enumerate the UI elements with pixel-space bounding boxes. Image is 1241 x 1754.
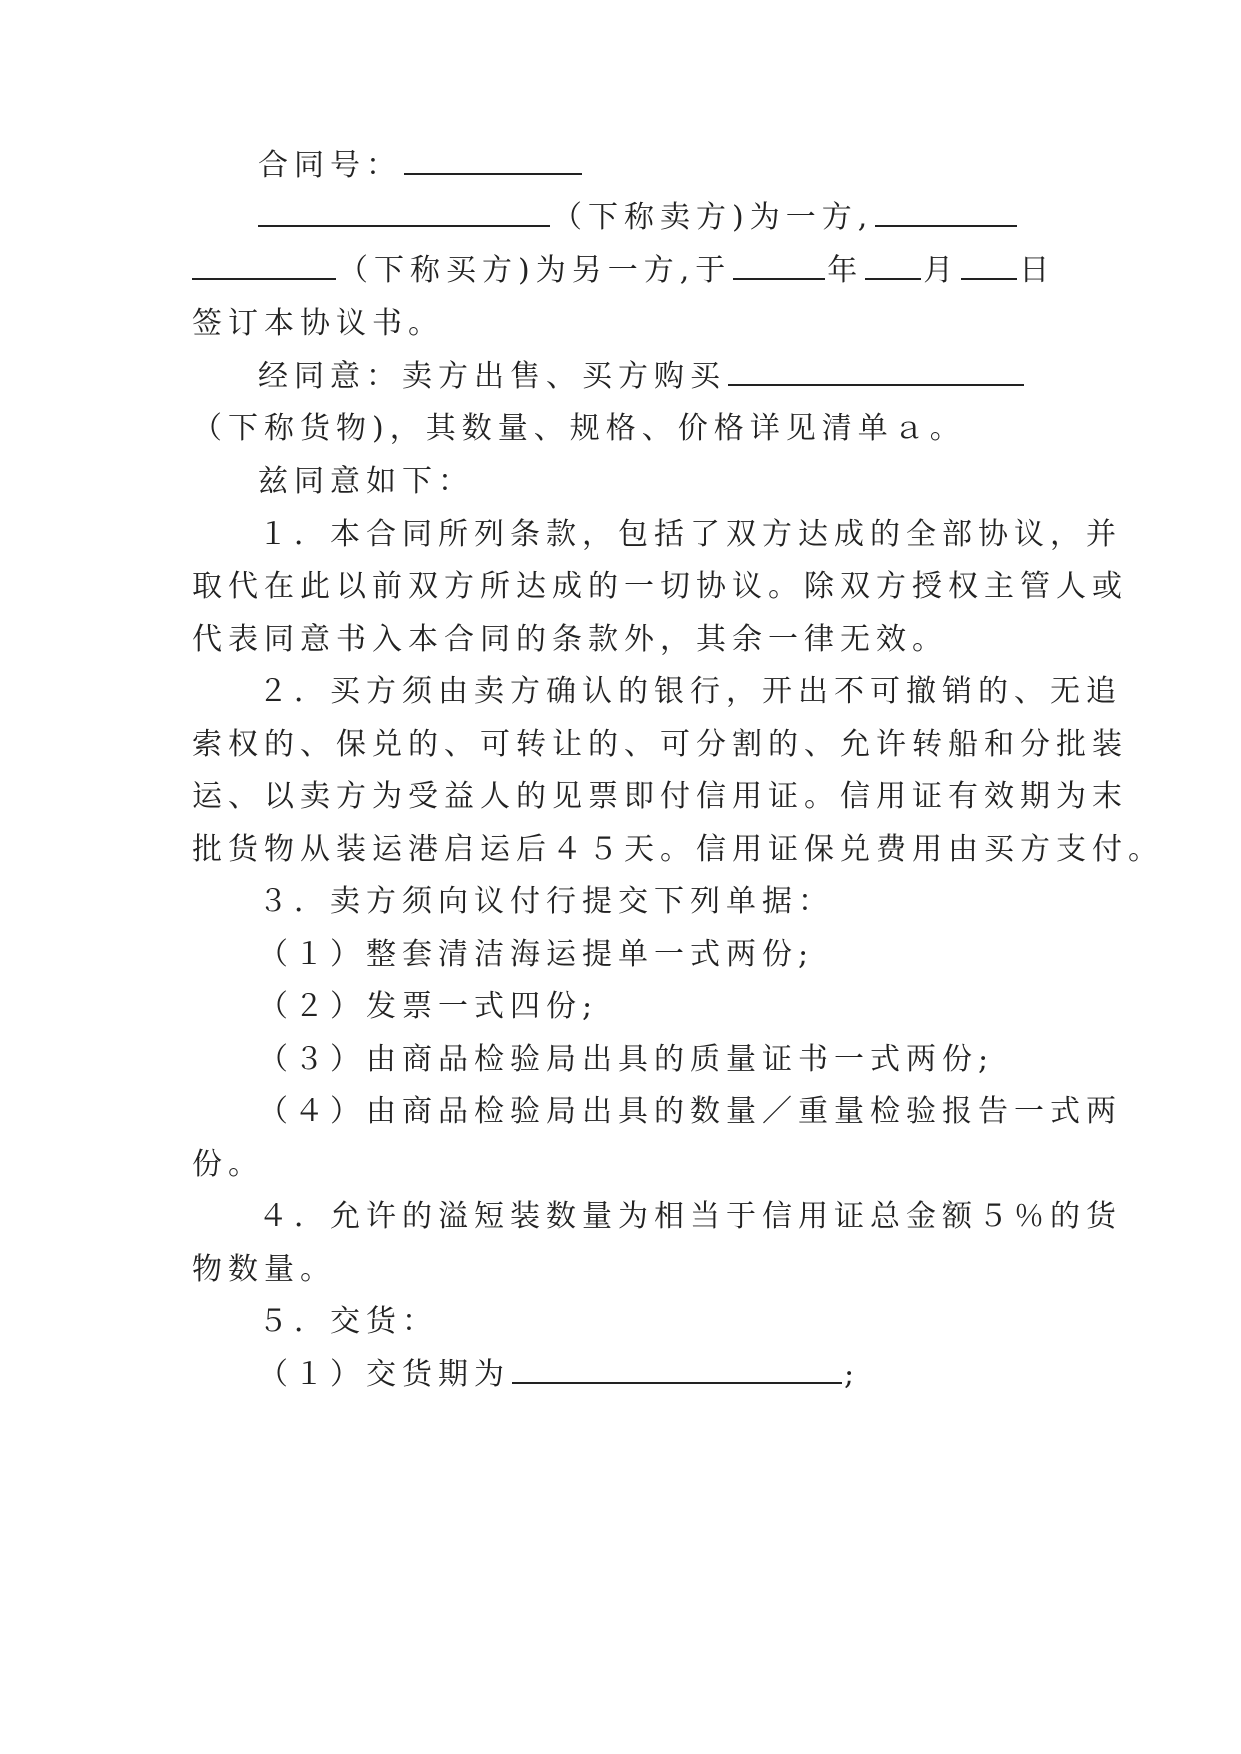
- clause-3-item-2: （２）发票一式四份;: [258, 989, 599, 1024]
- year-label: 年: [827, 253, 864, 288]
- month-label: 月: [923, 253, 960, 288]
- delivery-period-label: （１）交货期为: [258, 1357, 510, 1392]
- agree-as-follows: 兹同意如下：: [258, 464, 474, 499]
- buyer-suffix: （下称买方)为另一方,于: [338, 253, 732, 288]
- clause-3-item-1: （１）整套清洁海运提单一式两份;: [258, 937, 815, 972]
- agreement-line-2: （下称货物)，其数量、规格、价格详见清单ａ。: [192, 411, 966, 446]
- clause-1-line-2: 取代在此以前双方所达成的一切协议。除双方授权主管人或: [192, 569, 1128, 604]
- clause-1-line-1: １．本合同所列条款，包括了双方达成的全部协议，并: [258, 517, 1122, 552]
- seller-name-blank[interactable]: [258, 199, 550, 227]
- clause-4-line-2: 物数量。: [192, 1252, 336, 1287]
- seller-suffix: （下称卖方)为一方,: [552, 200, 874, 235]
- clause-2-line-4: 批货物从装运港启运后４５天。信用证保兑费用由买方支付。: [192, 832, 1164, 867]
- contract-number-line: [258, 146, 584, 186]
- clause-5-title: ５．交货：: [258, 1304, 438, 1339]
- year-blank[interactable]: [733, 252, 825, 280]
- buyer-line: [192, 251, 1055, 291]
- day-blank[interactable]: [961, 252, 1017, 280]
- clause-2-line-2: 索权的、保兑的、可转让的、可分割的、允许转船和分批装: [192, 727, 1128, 762]
- agreement-prefix: 经同意：卖方出售、买方购买: [258, 359, 726, 394]
- clause-1-line-3: 代表同意书入本合同的条款外，其余一律无效。: [192, 622, 948, 657]
- seller-line: [258, 198, 1019, 238]
- sign-line: 签订本协议书。: [192, 306, 444, 341]
- month-blank[interactable]: [865, 252, 921, 280]
- contract-number-blank[interactable]: [404, 147, 582, 175]
- clause-5-item-1: [258, 1355, 860, 1395]
- goods-blank[interactable]: [728, 358, 1024, 386]
- buyer-name-blank-part2[interactable]: [192, 252, 336, 280]
- clause-2-line-1: ２．买方须由卖方确认的银行，开出不可撤销的、无追: [258, 674, 1122, 709]
- day-label: 日: [1019, 253, 1056, 288]
- delivery-period-suffix: ;: [844, 1357, 861, 1392]
- contract-number-label: 合同号：: [258, 148, 402, 183]
- clause-3-item-4-cont: 份。: [192, 1147, 264, 1182]
- clause-4-line-1: ４．允许的溢短装数量为相当于信用证总金额５％的货: [258, 1199, 1122, 1234]
- clause-2-line-3: 运、以卖方为受益人的见票即付信用证。信用证有效期为末: [192, 779, 1128, 814]
- clause-3-item-3: （３）由商品检验局出具的质量证书一式两份;: [258, 1042, 995, 1077]
- delivery-period-blank[interactable]: [512, 1356, 842, 1384]
- clause-3-title: ３．卖方须向议付行提交下列单据：: [258, 884, 834, 919]
- clause-3-item-4: （４）由商品检验局出具的数量／重量检验报告一式两: [258, 1094, 1122, 1129]
- buyer-name-blank-part1[interactable]: [875, 199, 1017, 227]
- agreement-line: [258, 357, 1026, 397]
